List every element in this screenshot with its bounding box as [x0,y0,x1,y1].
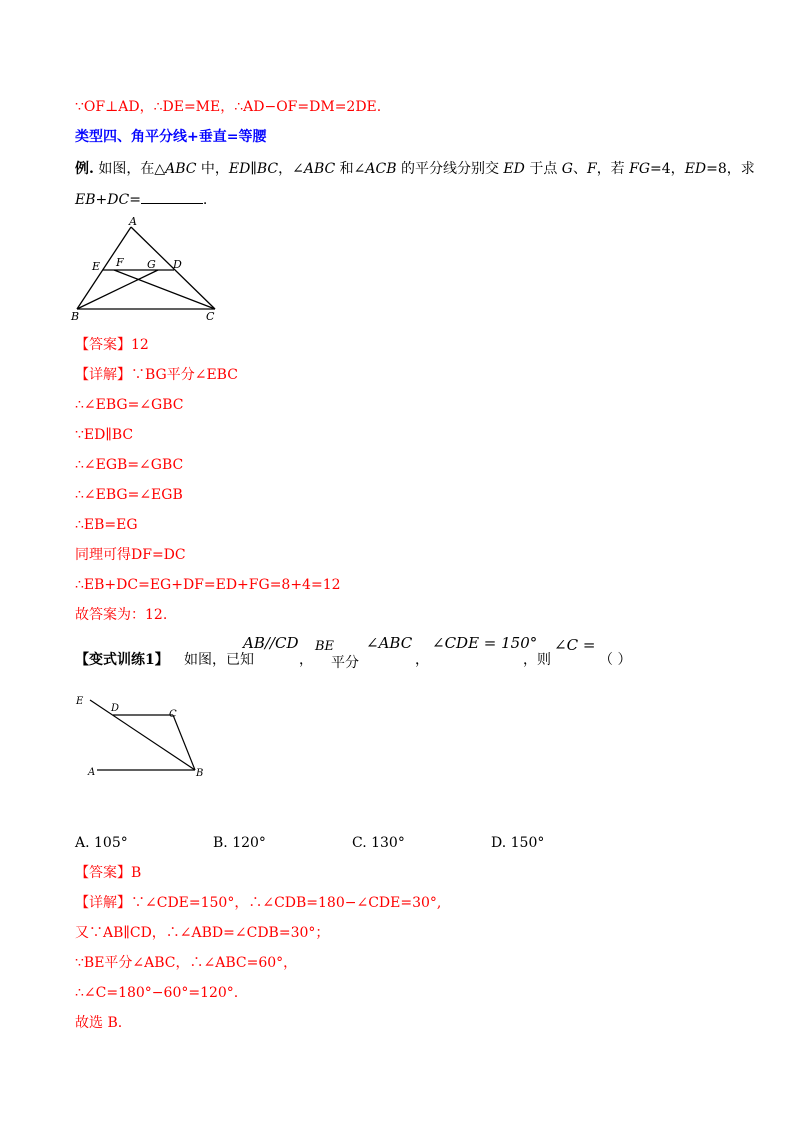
option-c: C. 130° [352,835,405,851]
example-question-line1 [75,160,755,178]
example-label: 例. [75,161,94,177]
label-A: A [129,215,137,228]
label-E: E [92,260,101,273]
q-text: 、 [572,161,587,177]
answer-2: 【答案】B [75,865,142,881]
text-line-of-perp: ∵OF⊥AD，∴DE=ME，∴AD−OF=DM=2DE. [75,99,382,115]
solution-2-line1: 【详解】∵∠CDE=150°，∴∠CDB=180−∠CDE=30°, [75,895,442,911]
segment-CB [173,715,195,770]
label-A: A [88,767,96,778]
segment-CF [114,270,215,309]
q-text: ， [299,652,313,668]
solution-1-line5: ∴∠EBG=∠EGB [75,487,183,503]
q-var: ED [684,161,707,177]
q-text: =8，求 [706,161,755,177]
q-text: 平分 [331,655,359,671]
label-F: F [116,256,124,269]
q-var: F [586,161,597,177]
math-angle-abc: ∠ABC [366,634,413,652]
label-C: C [169,709,177,720]
solution-1-line9: 故答案为：12. [75,607,168,623]
label-D: D [173,258,182,271]
label-C: C [206,310,215,323]
solution-1-line7: 同理可得DF=DC [75,547,186,563]
label-D: D [111,703,120,714]
q-text: 于点 [524,161,562,177]
solution-1-line8: ∴EB+DC=EG+DF=ED+FG=8+4=12 [75,577,341,593]
solution-2-line3: ∵BE平分∠ABC，∴∠ABC=60°， [75,955,298,971]
q-text: = [129,192,141,208]
solution-1-line1: 【详解】∵BG平分∠EBC [75,367,238,383]
math-be: BE [315,639,335,654]
solution-1-line2: ∴∠EBG=∠GBC [75,397,184,413]
q-text: ，则 [523,652,551,668]
solution-2-line5: 故选 B. [75,1015,123,1031]
q-text: 如图，在△ [93,161,166,177]
q-var: ABC [303,161,336,177]
q-var: EB+DC [75,192,130,208]
solution-2-line4: ∴∠C=180°−60°=120°. [75,985,239,1001]
q-var: ED [503,161,525,177]
q-text: 和∠ [335,161,366,177]
section-heading: 类型四、角平分线+垂直=等腰 [75,129,267,145]
q-text: 如图，已知 [184,652,254,668]
solution-1-line4: ∴∠EGB=∠GBC [75,457,184,473]
q-var: ABC [165,161,197,177]
solution-1-line3: ∵ED∥BC [75,427,134,443]
q-var: ACB [365,161,397,177]
q-text: =4， [650,161,685,177]
q-text: ，若 [596,161,630,177]
option-d: D. 150° [491,835,545,851]
q-var: G [561,161,573,177]
q-text: 的平分线分别交 [396,161,504,177]
q-var: ED∥BC [228,161,279,177]
label-B: B [71,310,80,323]
segment-EB [90,700,195,770]
solution-1-line6: ∴EB=EG [75,517,138,533]
solution-2-line2: 又∵AB∥CD，∴∠ABD=∠CDB=30°； [75,925,330,941]
math-ab-parallel-cd: AB//CD [243,634,299,652]
q-text: . [202,192,208,208]
variant-label: 【变式训练1】 [75,652,169,668]
option-a: A. 105° [75,835,128,851]
parallel-lines-figure [70,690,220,785]
label-G: G [147,258,156,271]
triangle-figure [70,215,230,325]
answer-blank [141,191,203,204]
option-b: B. 120° [213,835,266,851]
q-var: FG [629,161,651,177]
q-text: ， [415,652,429,668]
math-angle-c: ∠C = [554,636,596,654]
math-angle-cde: ∠CDE = 150° [432,634,538,652]
q-paren: （ ） [599,652,632,668]
example-question-line2 [75,191,207,209]
variant-question [75,634,735,674]
label-E: E [76,696,84,707]
answer-1: 【答案】12 [75,337,149,353]
q-text: 中， [196,161,229,177]
q-text: ，∠ [278,161,304,177]
label-B: B [196,768,204,779]
